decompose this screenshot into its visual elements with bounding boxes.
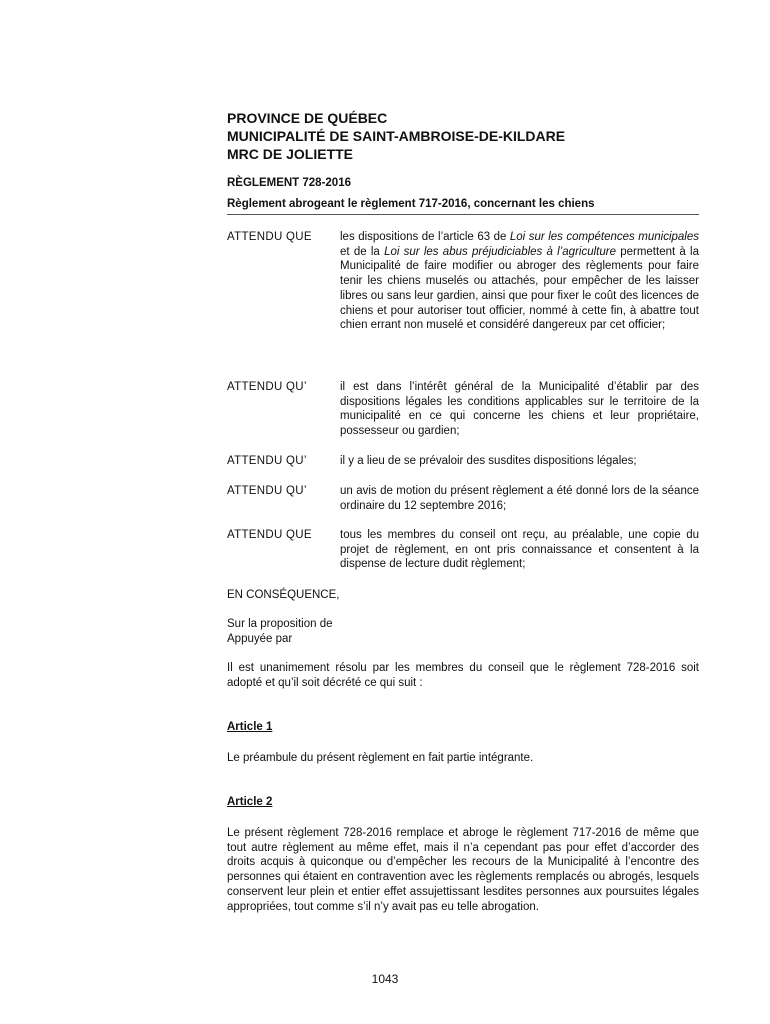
- whereas-text: tous les membres du conseil ont reçu, au préalable, une copie du projet de règlement, en ont pris connaissance et consentent à la dispense de lecture dudit règlement;: [340, 529, 699, 571]
- whereas-text: il y a lieu de se prévaloir des susdites dispositions légales;: [340, 455, 637, 467]
- header-province: PROVINCE DE QUÉBEC: [227, 110, 388, 126]
- whereas-label: ATTENDU QUE: [227, 529, 312, 541]
- whereas-label: ATTENDU QUE: [227, 231, 312, 243]
- title-divider: [227, 214, 699, 215]
- whereas-text: les dispositions de l’article 63 de Loi sur les compétences municipales et de la Loi sur les abus préjudiciables à l’agriculture permettent à la Municipalité de faire modifier ou abroger des règlements pour faire tenir les chiens muselés ou attachés, pour empêcher de les laisser libres ou sans leur gardien, ainsi que pour fixer le coût des licences de chiens et pour autoriser tout officier, nommé à cette fin, à abattre tout chien errant non muselé et considéré dangereux par cet officier;: [340, 231, 700, 332]
- resolution-paragraph: Il est unanimement résolu par les membres du conseil que le règlement 728-2016 soit adopté et qu’il soit décrété ce qui suit :: [227, 662, 699, 689]
- whereas-label: ATTENDU QU’: [227, 381, 307, 393]
- page-number: 1043: [371, 972, 399, 986]
- reglement-subtitle: Règlement abrogeant le règlement 717-2016, concernant les chiens: [227, 198, 595, 210]
- proposition-line: Sur la proposition de: [227, 618, 333, 630]
- article-1-text: Le préambule du présent règlement en fait partie intégrante.: [227, 752, 534, 764]
- header-mrc: MRC DE JOLIETTE: [227, 146, 354, 162]
- reglement-title: RÈGLEMENT 728-2016: [227, 177, 351, 189]
- whereas-text: un avis de motion du présent règlement a été donné lors de la séance ordinaire du 12 septembre 2016;: [340, 485, 699, 512]
- appuyee-line: Appuyée par: [227, 633, 293, 645]
- article-1-title: Article 1: [227, 721, 273, 733]
- whereas-text: il est dans l’intérêt général de la Municipalité d’établir par des dispositions légales les conditions applicables sur le territoire de la municipalité en ce qui concerne les chiens et leur propriétaire, possesseur ou gardien;: [340, 381, 699, 438]
- article-2-title: Article 2: [227, 796, 273, 808]
- header-municipality: MUNICIPALITÉ DE SAINT-AMBROISE-DE-KILDARE: [227, 128, 566, 144]
- whereas-label: ATTENDU QU’: [227, 455, 307, 467]
- consequence-heading: EN CONSÉQUENCE,: [227, 589, 340, 601]
- whereas-label: ATTENDU QU’: [227, 485, 307, 497]
- article-2-text: Le présent règlement 728-2016 remplace et abroge le règlement 717-2016 de même que tout autre règlement au même effet, mais il n’a cependant pas pour effet d’accorder des droits acquis à quiconque ou d’empêcher les recours de la Municipalité à l’encontre des personnes qui étaient en contravention avec les règlements remplacés ou abrogés, lesquels conservent leur plein et entier effet assujettissant lesdites personnes aux poursuites légales appropriées, tout comme s’il n’y avait pas eu telle abrogation.: [227, 827, 699, 913]
- document-header: [227, 109, 565, 163]
